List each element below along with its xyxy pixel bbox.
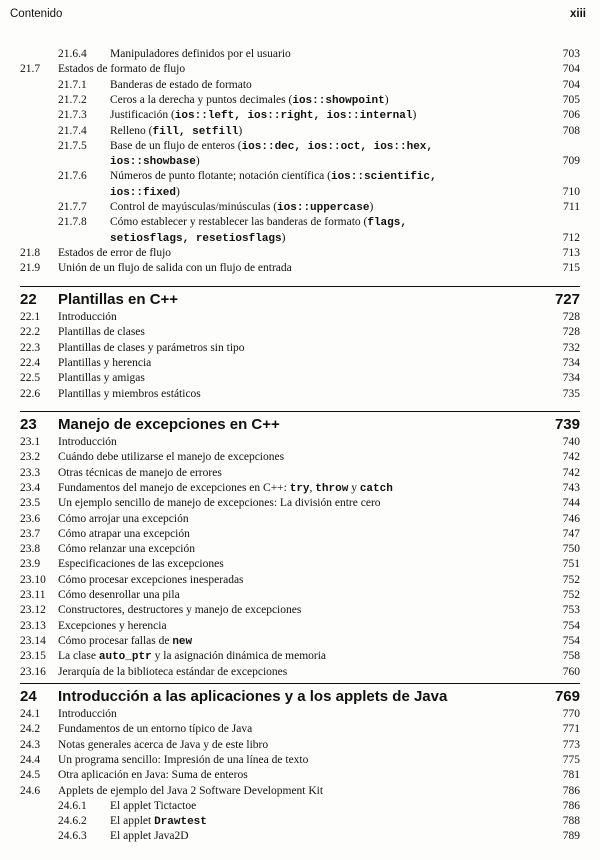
entry-number: 24.1 bbox=[20, 708, 41, 720]
entry-page-number: 728 bbox=[562, 311, 580, 323]
entry-title-text: ) bbox=[195, 155, 200, 168]
entry-code-text: ios::uppercase bbox=[277, 202, 370, 214]
entry-code-text: ios::scientific, bbox=[330, 171, 437, 184]
entry-title-text: Introducción bbox=[58, 436, 117, 448]
entry-title-text: El applet bbox=[110, 815, 155, 828]
entry-title bbox=[110, 154, 200, 169]
entry-title-text: Otras técnicas de manejo de errores bbox=[58, 466, 222, 479]
entry-page-number: 788 bbox=[562, 815, 580, 828]
entry-number: 21.9 bbox=[20, 262, 41, 275]
entry-code-text: fill, setfill bbox=[152, 125, 239, 138]
entry-code-text: try bbox=[289, 482, 310, 495]
entry-number: 22.5 bbox=[20, 372, 41, 385]
entry-title-text: Relleno ( bbox=[110, 124, 153, 137]
entry-title bbox=[110, 47, 291, 61]
entry-title bbox=[58, 512, 189, 526]
entry-page-number: 735 bbox=[562, 387, 580, 400]
entry-title bbox=[58, 356, 151, 370]
entry-title bbox=[58, 707, 117, 721]
entry-title bbox=[58, 722, 252, 736]
entry-code-text: new bbox=[172, 635, 193, 648]
entry-number: 23.7 bbox=[20, 527, 41, 540]
chapter-number: 24 bbox=[20, 688, 37, 705]
entry-number: 24.6.1 bbox=[58, 799, 87, 812]
entry-title-text: Unión de un flujo de salida con un flujo de entrada bbox=[58, 262, 292, 275]
entry-code-text: throw bbox=[315, 482, 349, 495]
entry-title bbox=[110, 200, 373, 215]
entry-title-text: Banderas de estado de formato bbox=[110, 78, 252, 91]
entry-title bbox=[58, 619, 167, 633]
entry-title bbox=[110, 231, 285, 246]
entry-title bbox=[58, 753, 308, 767]
entry-title bbox=[58, 466, 222, 480]
entry-title-text: Introducción bbox=[58, 311, 117, 323]
entry-title bbox=[58, 573, 244, 587]
header-section-title: Contenido bbox=[10, 8, 63, 20]
entry-title bbox=[110, 814, 207, 829]
entry-number: 24.3 bbox=[20, 738, 41, 751]
entry-number: 21.6.4 bbox=[58, 48, 87, 60]
entry-number: 24.6.3 bbox=[58, 830, 87, 843]
entry-title-text: ) bbox=[238, 124, 243, 137]
entry-number: 21.7.4 bbox=[58, 124, 87, 137]
entry-title bbox=[58, 542, 195, 556]
entry-page-number: 752 bbox=[562, 573, 580, 586]
entry-page-number: 713 bbox=[562, 246, 580, 259]
entry-number: 24.4 bbox=[20, 753, 41, 766]
entry-title-text: Plantillas y amigas bbox=[58, 372, 145, 385]
entry-title-text: Estados de formato de flujo bbox=[58, 63, 186, 76]
chapter-number: 23 bbox=[20, 416, 37, 433]
entry-title bbox=[58, 527, 190, 541]
entry-page-number: 775 bbox=[562, 753, 580, 766]
entry-code-text: ios::dec, ios::oct, ios::hex, bbox=[241, 140, 434, 153]
entry-number: 22.4 bbox=[20, 356, 41, 369]
entry-number: 23.13 bbox=[20, 619, 46, 632]
entry-page-number: 732 bbox=[562, 341, 580, 354]
entry-code-text: catch bbox=[359, 482, 393, 495]
entry-page-number: 711 bbox=[563, 201, 580, 213]
entry-title-text: Notas generales acerca de Java y de este libro bbox=[58, 738, 269, 751]
entry-page-number: 744 bbox=[562, 497, 580, 510]
entry-title-text: ) bbox=[176, 185, 180, 198]
entry-page-number: 712 bbox=[562, 231, 580, 244]
entry-title bbox=[58, 768, 248, 782]
entry-number: 23.5 bbox=[20, 497, 41, 510]
entry-page-number: 758 bbox=[562, 650, 580, 663]
entry-title bbox=[58, 435, 117, 449]
chapter-page-number: 727 bbox=[554, 291, 580, 308]
entry-title-text: Un programa sencillo: Impresión de una línea de texto bbox=[58, 753, 309, 766]
entry-title bbox=[58, 450, 284, 464]
entry-title-text: Un ejemplo sencillo de manejo de excepciones: La división entre cero bbox=[58, 497, 381, 510]
entry-title-text: y la asignación dinámica de memoria bbox=[151, 650, 327, 663]
entry-title-text: Justificación ( bbox=[110, 109, 175, 122]
entry-number: 24.5 bbox=[20, 769, 41, 782]
entry-number: 23.2 bbox=[20, 451, 41, 464]
entry-title bbox=[110, 124, 242, 139]
entry-code-text: setiosflags, resetiosflags bbox=[110, 232, 282, 245]
entry-title bbox=[58, 481, 393, 496]
entry-title-text: ) bbox=[412, 109, 417, 122]
entry-page-number: 734 bbox=[562, 356, 580, 369]
entry-page-number: 781 bbox=[562, 769, 580, 782]
entry-title-text: Cómo atrapar una excepción bbox=[58, 527, 190, 540]
entry-title-text: El applet Java2D bbox=[110, 830, 189, 843]
entry-title-text: Estados de error de flujo bbox=[58, 246, 172, 259]
entry-page-number: 704 bbox=[562, 63, 580, 76]
chapter-title: Plantillas en C++ bbox=[58, 291, 179, 308]
chapter-page-number: 769 bbox=[554, 688, 580, 705]
entry-number: 21.7.6 bbox=[58, 170, 87, 183]
entry-code-text: auto_ptr bbox=[98, 651, 152, 664]
entry-number: 23.15 bbox=[20, 650, 46, 663]
entry-title-text: y bbox=[348, 481, 360, 494]
entry-page-number: 754 bbox=[562, 619, 580, 632]
entry-title bbox=[58, 387, 201, 401]
entry-title bbox=[58, 310, 117, 324]
entry-title bbox=[58, 784, 323, 798]
entry-title-text: Control de mayúsculas/minúsculas ( bbox=[110, 201, 278, 213]
entry-page-number: 754 bbox=[562, 634, 580, 647]
entry-title bbox=[58, 649, 326, 664]
entry-title-text: Otra aplicación en Java: Suma de enteros bbox=[58, 769, 248, 782]
entry-title bbox=[58, 738, 268, 752]
entry-title bbox=[58, 325, 145, 339]
entry-page-number: 771 bbox=[562, 723, 580, 736]
entry-page-number: 710 bbox=[562, 185, 580, 198]
entry-title bbox=[58, 588, 180, 602]
chapter-divider bbox=[20, 683, 580, 684]
entry-number: 24.6.2 bbox=[58, 815, 87, 828]
entry-page-number: 760 bbox=[562, 665, 580, 678]
entry-number: 23.1 bbox=[20, 436, 41, 448]
entry-number: 21.7 bbox=[20, 63, 41, 76]
entry-title-text: Plantillas de clases y parámetros sin tipo bbox=[58, 341, 245, 354]
entry-page-number: 728 bbox=[562, 326, 580, 339]
entry-page-number: 786 bbox=[562, 784, 580, 797]
entry-title-text: ) bbox=[384, 93, 389, 106]
entry-code-text: ios::showpoint bbox=[292, 94, 385, 107]
entry-title-text: Especificaciones de las excepciones bbox=[58, 558, 224, 571]
entry-number: 23.4 bbox=[20, 481, 41, 494]
entry-title bbox=[58, 246, 171, 260]
entry-page-number: 742 bbox=[562, 451, 580, 464]
entry-number: 21.7.1 bbox=[58, 78, 87, 91]
entry-title-text: Ceros a la derecha y puntos decimales ( bbox=[110, 93, 293, 106]
entry-title bbox=[58, 665, 287, 679]
entry-title bbox=[110, 215, 407, 230]
entry-title-text: Números de punto flotante; notación científica ( bbox=[110, 170, 331, 183]
entry-title-text: ) bbox=[281, 231, 286, 244]
entry-number: 21.7.2 bbox=[58, 93, 87, 106]
entry-page-number: 708 bbox=[562, 124, 580, 137]
entry-title bbox=[110, 93, 389, 108]
entry-title-text: , bbox=[309, 481, 316, 494]
entry-number: 21.7.8 bbox=[58, 216, 87, 229]
entry-page-number: 704 bbox=[562, 78, 580, 91]
entry-title-text: Cómo arrojar una excepción bbox=[58, 512, 189, 525]
entry-number: 21.7.5 bbox=[58, 139, 87, 152]
entry-title-text: Fundamentos del manejo de excepciones en C++: bbox=[58, 481, 290, 494]
entry-title-text: Fundamentos de un entorno típico de Java bbox=[58, 723, 253, 736]
entry-page-number: 770 bbox=[562, 708, 580, 720]
entry-code-text: flags, bbox=[367, 217, 407, 230]
entry-number: 23.10 bbox=[20, 573, 46, 586]
entry-page-number: 773 bbox=[562, 738, 580, 751]
entry-number: 23.6 bbox=[20, 512, 41, 525]
entry-title-text: Cómo desenrollar una pila bbox=[58, 589, 180, 601]
entry-page-number: 751 bbox=[562, 558, 580, 571]
entry-page-number: 703 bbox=[562, 48, 580, 60]
entry-page-number: 743 bbox=[562, 481, 580, 494]
chapter-title: Introducción a las aplicaciones y a los applets de Java bbox=[58, 688, 448, 705]
entry-title-text: ) bbox=[369, 201, 374, 213]
entry-title bbox=[110, 799, 196, 813]
entry-page-number: 789 bbox=[562, 830, 580, 843]
entry-title bbox=[58, 603, 301, 617]
entry-title bbox=[110, 78, 252, 92]
entry-title bbox=[110, 139, 433, 154]
entry-number: 23.12 bbox=[20, 604, 46, 617]
chapter-page-number: 739 bbox=[554, 416, 580, 433]
entry-number: 21.8 bbox=[20, 246, 41, 259]
entry-page-number: 742 bbox=[562, 466, 580, 479]
entry-title bbox=[58, 261, 292, 275]
entry-number: 21.7.3 bbox=[58, 109, 87, 122]
entry-title-text: Introducción bbox=[58, 708, 117, 720]
entry-title-text: Excepciones y herencia bbox=[58, 619, 167, 632]
entry-number: 23.16 bbox=[20, 665, 46, 678]
entry-page-number: 746 bbox=[562, 512, 580, 525]
entry-number: 23.3 bbox=[20, 466, 41, 479]
entry-page-number: 750 bbox=[562, 543, 580, 556]
entry-title bbox=[58, 341, 245, 355]
chapter-divider bbox=[20, 286, 580, 287]
chapter-number: 22 bbox=[20, 291, 37, 308]
entry-page-number: 734 bbox=[562, 372, 580, 385]
entry-number: 22.1 bbox=[20, 311, 41, 323]
entry-title bbox=[110, 829, 189, 843]
entry-title bbox=[110, 185, 180, 200]
page-header bbox=[10, 8, 586, 26]
entry-title bbox=[58, 634, 192, 649]
entry-number: 23.11 bbox=[20, 589, 46, 601]
entry-title-text: Applets de ejemplo del Java 2 Software Development Kit bbox=[58, 784, 324, 797]
entry-code-text: ios::showbase bbox=[110, 156, 196, 169]
entry-number: 23.8 bbox=[20, 543, 41, 556]
chapter-divider bbox=[20, 411, 580, 412]
entry-code-text: ios::fixed bbox=[110, 186, 177, 199]
entry-number: 22.6 bbox=[20, 387, 41, 400]
entry-title-text: Cómo procesar excepciones inesperadas bbox=[58, 573, 244, 586]
entry-code-text: Drawtest bbox=[154, 816, 207, 829]
entry-title-text: Cómo establecer y restablecer las banderas de formato ( bbox=[110, 216, 368, 229]
entry-page-number: 740 bbox=[562, 436, 580, 448]
entry-title-text: Plantillas y miembros estáticos bbox=[58, 387, 201, 400]
entry-page-number: 715 bbox=[562, 262, 580, 275]
header-page-number: xiii bbox=[570, 8, 586, 20]
entry-page-number: 706 bbox=[562, 109, 580, 122]
entry-title-text: El applet Tictactoe bbox=[110, 799, 197, 812]
entry-title bbox=[110, 169, 437, 184]
entry-title bbox=[58, 496, 381, 510]
entry-number: 24.2 bbox=[20, 723, 41, 736]
entry-title-text: Plantillas y herencia bbox=[58, 356, 152, 369]
entry-title bbox=[110, 108, 416, 123]
entry-page-number: 747 bbox=[562, 527, 580, 540]
entry-title-text: Manipuladores definidos por el usuario bbox=[110, 48, 291, 60]
entry-title-text: Base de un flujo de enteros ( bbox=[110, 139, 242, 152]
entry-title bbox=[58, 557, 224, 571]
entry-title-text: Constructores, destructores y manejo de excepciones bbox=[58, 604, 302, 617]
entry-number: 22.2 bbox=[20, 326, 41, 339]
entry-title-text: Plantillas de clases bbox=[58, 326, 145, 339]
entry-page-number: 705 bbox=[562, 93, 580, 106]
entry-number: 23.9 bbox=[20, 558, 41, 571]
entry-page-number: 709 bbox=[562, 155, 580, 168]
entry-number: 23.14 bbox=[20, 634, 46, 647]
entry-title-text: Cómo relanzar una excepción bbox=[58, 543, 195, 556]
entry-page-number: 753 bbox=[562, 604, 580, 617]
entry-number: 24.6 bbox=[20, 784, 41, 797]
entry-title-text: La clase bbox=[58, 650, 99, 663]
entry-page-number: 752 bbox=[562, 589, 580, 601]
entry-number: 22.3 bbox=[20, 341, 41, 354]
entry-title-text: Cómo procesar fallas de bbox=[58, 634, 173, 647]
entry-title bbox=[58, 62, 185, 76]
entry-title bbox=[58, 371, 145, 385]
entry-number: 21.7.7 bbox=[58, 201, 87, 213]
entry-code-text: ios::left, ios::right, ios::internal bbox=[174, 110, 413, 123]
entry-title-text: Jerarquía de la biblioteca estándar de excepciones bbox=[58, 665, 288, 678]
entry-page-number: 786 bbox=[562, 799, 580, 812]
chapter-title: Manejo de excepciones en C++ bbox=[58, 416, 280, 433]
entry-title-text: Cuándo debe utilizarse el manejo de excepciones bbox=[58, 451, 285, 464]
